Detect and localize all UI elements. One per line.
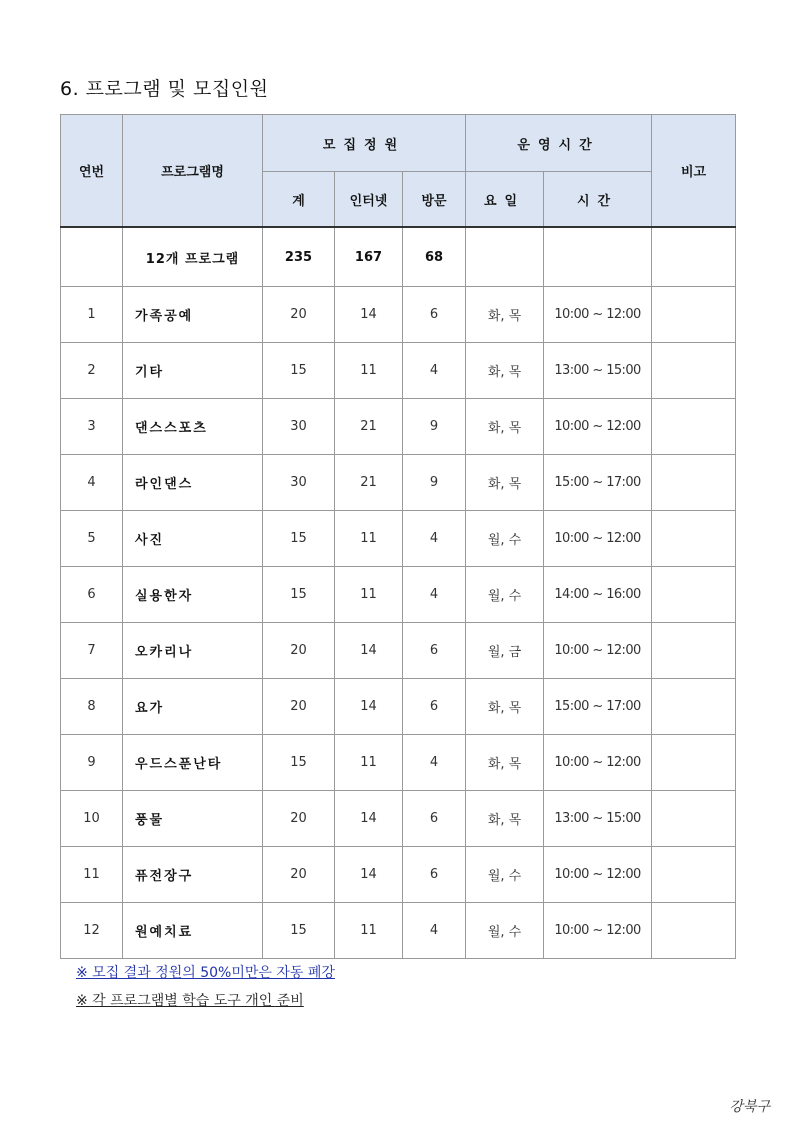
row-seq: 6 [61, 567, 123, 623]
row-total: 20 [263, 847, 335, 903]
row-note [652, 343, 736, 399]
header-internet: 인터넷 [335, 172, 403, 228]
row-visit: 6 [403, 287, 466, 343]
row-visit: 4 [403, 343, 466, 399]
row-program-name: 퓨전장구 [123, 847, 263, 903]
row-time: 10:00 ~ 12:00 [544, 399, 652, 455]
summary-internet: 167 [335, 227, 403, 287]
table-row [61, 511, 736, 567]
table-row [61, 455, 736, 511]
row-program-name: 우드스푼난타 [123, 735, 263, 791]
row-time: 13:00 ~ 15:00 [544, 791, 652, 847]
table-row [61, 343, 736, 399]
row-note [652, 903, 736, 959]
row-time: 15:00 ~ 17:00 [544, 679, 652, 735]
row-day: 월, 수 [466, 847, 544, 903]
row-day: 화, 목 [466, 455, 544, 511]
header-time: 시간 [544, 172, 652, 228]
row-internet: 11 [335, 343, 403, 399]
row-note [652, 735, 736, 791]
table-row [61, 567, 736, 623]
row-visit: 6 [403, 679, 466, 735]
row-note [652, 287, 736, 343]
row-day: 화, 목 [466, 343, 544, 399]
row-day: 월, 금 [466, 623, 544, 679]
row-program-name: 풍물 [123, 791, 263, 847]
row-time: 10:00 ~ 12:00 [544, 623, 652, 679]
row-day: 월, 수 [466, 903, 544, 959]
row-time: 13:00 ~ 15:00 [544, 343, 652, 399]
summary-seq [61, 227, 123, 287]
row-day: 화, 목 [466, 679, 544, 735]
row-visit: 6 [403, 847, 466, 903]
summary-time [544, 227, 652, 287]
row-total: 15 [263, 343, 335, 399]
row-program-name: 가족공예 [123, 287, 263, 343]
row-day: 월, 수 [466, 511, 544, 567]
row-time: 10:00 ~ 12:00 [544, 511, 652, 567]
summary-total: 235 [263, 227, 335, 287]
row-visit: 4 [403, 735, 466, 791]
row-total: 15 [263, 903, 335, 959]
row-seq: 4 [61, 455, 123, 511]
row-program-name: 라인댄스 [123, 455, 263, 511]
table-row [61, 847, 736, 903]
table-row [61, 791, 736, 847]
table-row [61, 399, 736, 455]
row-program-name: 사진 [123, 511, 263, 567]
row-seq: 5 [61, 511, 123, 567]
row-program-name: 요가 [123, 679, 263, 735]
summary-row [61, 227, 736, 287]
row-seq: 3 [61, 399, 123, 455]
row-internet: 14 [335, 791, 403, 847]
row-note [652, 847, 736, 903]
row-time: 15:00 ~ 17:00 [544, 455, 652, 511]
row-total: 20 [263, 791, 335, 847]
district-logo: 강북구 [729, 1099, 770, 1115]
summary-note [652, 227, 736, 287]
row-internet: 14 [335, 679, 403, 735]
header-day: 요일 [466, 172, 544, 228]
row-internet: 11 [335, 735, 403, 791]
row-visit: 9 [403, 455, 466, 511]
header-operation: 운영시간 [466, 115, 652, 172]
row-note [652, 511, 736, 567]
row-program-name: 기타 [123, 343, 263, 399]
row-seq: 9 [61, 735, 123, 791]
row-note [652, 623, 736, 679]
row-total: 15 [263, 511, 335, 567]
row-day: 월, 수 [466, 567, 544, 623]
row-time: 14:00 ~ 16:00 [544, 567, 652, 623]
row-note [652, 399, 736, 455]
header-total: 계 [263, 172, 335, 228]
row-day: 화, 목 [466, 735, 544, 791]
row-visit: 4 [403, 567, 466, 623]
summary-label: 12개 프로그램 [123, 227, 263, 287]
row-internet: 14 [335, 847, 403, 903]
row-note [652, 679, 736, 735]
row-internet: 14 [335, 623, 403, 679]
row-total: 20 [263, 287, 335, 343]
row-time: 10:00 ~ 12:00 [544, 847, 652, 903]
row-note [652, 567, 736, 623]
row-internet: 14 [335, 287, 403, 343]
row-seq: 2 [61, 343, 123, 399]
row-internet: 21 [335, 399, 403, 455]
row-note [652, 455, 736, 511]
row-program-name: 실용한자 [123, 567, 263, 623]
row-visit: 6 [403, 791, 466, 847]
table-row [61, 903, 736, 959]
row-seq: 10 [61, 791, 123, 847]
summary-visit: 68 [403, 227, 466, 287]
header-program: 프로그램명 [123, 115, 263, 228]
summary-day [466, 227, 544, 287]
row-total: 30 [263, 399, 335, 455]
row-total: 30 [263, 455, 335, 511]
table-row [61, 287, 736, 343]
note-cancellation: ※ 모집 결과 정원의 50%미만은 자동 폐강 [76, 965, 335, 981]
row-internet: 11 [335, 903, 403, 959]
table-row [61, 623, 736, 679]
table-row [61, 735, 736, 791]
row-time: 10:00 ~ 12:00 [544, 287, 652, 343]
row-day: 화, 목 [466, 287, 544, 343]
row-time: 10:00 ~ 12:00 [544, 903, 652, 959]
row-seq: 8 [61, 679, 123, 735]
row-total: 20 [263, 623, 335, 679]
row-day: 화, 목 [466, 399, 544, 455]
row-visit: 6 [403, 623, 466, 679]
header-seq: 연번 [61, 115, 123, 228]
row-note [652, 791, 736, 847]
row-seq: 11 [61, 847, 123, 903]
row-seq: 12 [61, 903, 123, 959]
row-visit: 9 [403, 399, 466, 455]
row-day: 화, 목 [466, 791, 544, 847]
row-visit: 4 [403, 903, 466, 959]
notes [76, 962, 335, 1010]
row-visit: 4 [403, 511, 466, 567]
row-time: 10:00 ~ 12:00 [544, 735, 652, 791]
row-total: 20 [263, 679, 335, 735]
table-row [61, 679, 736, 735]
row-internet: 11 [335, 511, 403, 567]
row-internet: 21 [335, 455, 403, 511]
section-heading: 6. 프로그램 및 모집인원 [60, 78, 269, 100]
row-total: 15 [263, 567, 335, 623]
header-note: 비고 [652, 115, 736, 228]
header-recruit: 모집정원 [263, 115, 466, 172]
row-program-name: 댄스스포츠 [123, 399, 263, 455]
row-internet: 11 [335, 567, 403, 623]
note-tools: ※ 각 프로그램별 학습 도구 개인 준비 [76, 993, 304, 1009]
row-seq: 1 [61, 287, 123, 343]
row-program-name: 오카리나 [123, 623, 263, 679]
row-program-name: 원예치료 [123, 903, 263, 959]
program-table [60, 114, 736, 959]
row-seq: 7 [61, 623, 123, 679]
row-total: 15 [263, 735, 335, 791]
header-visit: 방문 [403, 172, 466, 228]
